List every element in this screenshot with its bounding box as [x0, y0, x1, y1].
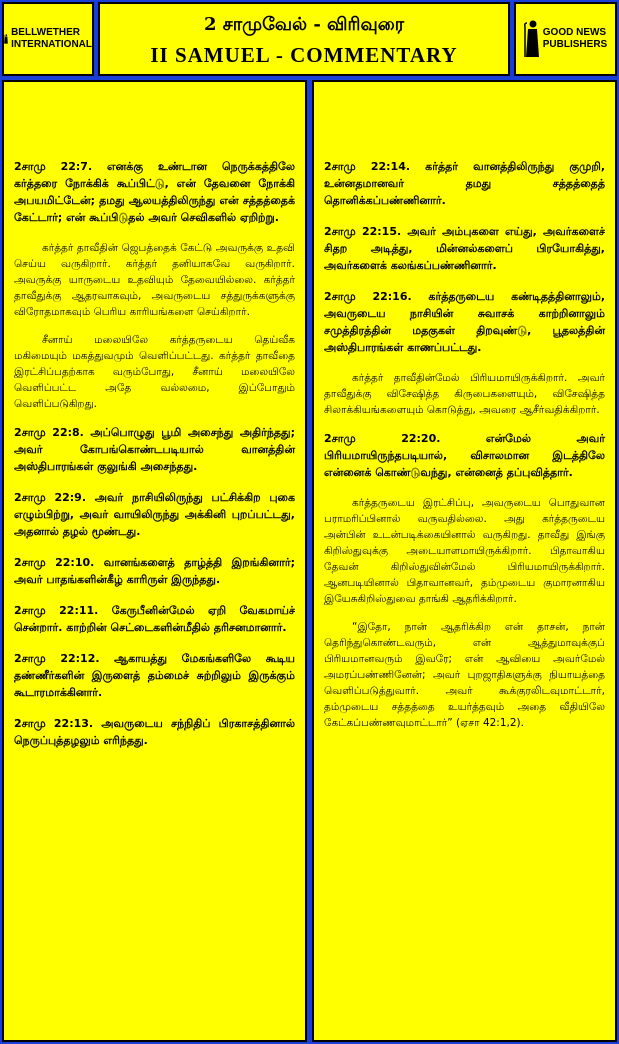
logo-left-line1: BELLWETHER: [11, 27, 80, 38]
shepherd-icon: [524, 19, 540, 59]
title-tamil: 2 சாமுவேல் - விரிவுரை: [203, 14, 405, 35]
commentary-paragraph: கர்த்தர் தாவீதின் ஜெபத்தைக் கேட்டு அவருக்கு உதவி செய்ய வருகிறார். கர்த்தர் தனியாகவே வருகிறார். அவருக்கு யாருடைய உதவியும் தேவையில்லை. கர்த்தர் தாவீதுக்கு ஆதரவாகவும், அவருடைய சத்துருக்களுக்கு விரோதமாகவும் பெரிய காரியங்களை செய்கிறார்.: [14, 242, 295, 318]
logo-left-line2: INTERNATIONAL: [11, 39, 92, 50]
logo-bellwether: [2, 2, 94, 76]
logo-good-news: [514, 2, 617, 76]
commentary-paragraph: கர்த்தர் தாவீதின்மேல் பிரியமாயிருக்கிறார். அவர் தாவீதுக்கு விசேஷித்த கிருபைகளையும், விசேஷித்த சிலாக்கியங்களையும் கொடுத்து, அவரை ஆசீர்வதிக்கிறார்.: [324, 372, 605, 416]
page-header: [98, 2, 510, 76]
verse-22-14: 2சாமு 22:14. கர்த்தர் வானத்திலிருந்து குமுறி, உன்னதமானவர் தமது சத்தத்தைத் தொனிக்கப்பண்ணினார்.: [324, 160, 605, 207]
verse-22-9: 2சாமு 22:9. அவர் நாசியிலிருந்து பட்சிக்கிற புகை எழும்பிற்று, அவர் வாயிலிருந்து அக்கினி புறப்பட்டது, அதனால் தழல் மூண்டது.: [14, 491, 295, 538]
verse-22-15: 2சாமு 22:15. அவர் அம்புகளை எய்து, அவர்களைச் சிதற அடித்து, மின்னல்களைப் பிரயோகித்து, அவர்களைக் கலங்கப்பண்ணினார்.: [324, 225, 605, 272]
shepherd-icon: [4, 19, 8, 59]
right-column: [312, 80, 617, 1042]
left-column: [2, 80, 307, 1042]
scripture-quote: “இதோ, நான் ஆதரிக்கிற என் தாசன், நான் தெரிந்துகொண்டவரும், என் ஆத்துமாவுக்குப் பிரியமானவரும் இவரே; என் ஆவியை அவர்மேல் அமரப்பண்ணினேன்; அவர் புறஜாதிகளுக்கு நியாயத்தை வெளிப்படுத்துவார். அவர் கூக்குரலிடவுமாட்டார், தம்முடைய சத்தத்தை உயர்த்தவும் அதை வீதியிலே கேட்கப்பண்ணவுமாட்டார்” (ஏசா 42:1,2).: [324, 621, 605, 729]
verse-22-13: 2சாமு 22:13. அவருடைய சந்நிதிப் பிரகாசத்தினால் நெருப்புத்தழலும் எரிந்தது.: [14, 717, 295, 747]
commentary-paragraph: கர்த்தருடைய இரட்சிப்பு, அவருடைய பொதுவான பராமரிப்பினால் வருவதில்லை. அது கர்த்தருடைய அன்பின் உடன்படிக்கையினால் வருகிறது. தாவீது இங்கு கிறிஸ்துவுக்கு அடையாளமாயிருக்கிறார். பிதாவாகிய தேவன் கிறிஸ்துவின்மேல் பிரியமாயிருக்கிறார். ஆனபடியினால் பிதாவானவர், தம்முடைய குமாரனாகிய இயேசுகிறிஸ்துவை தாங்கி ஆதரிக்கிறார்.: [324, 497, 605, 605]
verse-22-7: 2சாமு 22:7. எனக்கு உண்டான நெருக்கத்திலே கர்த்தரை நோக்கிக் கூப்பிட்டு, என் தேவனை நோக்கி அபயமிட்டேன்; தமது ஆலயத்திலிருந்து என் சத்தத்தைக் கேட்டார்; என் கூப்பிடுதல் அவர் செவிகளில் ஏறிற்று.: [14, 160, 295, 224]
verse-22-20: 2சாமு 22:20. என்மேல் அவர் பிரியமாயிருந்தபடியால், விசாலமான இடத்திலே என்னைக் கொண்டுவந்து, என்னைத் தப்புவித்தார்.: [324, 432, 605, 479]
logo-right-line1: GOOD NEWS: [542, 27, 607, 38]
title-english: II SAMUEL - COMMENTARY: [150, 43, 458, 67]
logo-right-line2: PUBLISHERS: [542, 39, 608, 50]
verse-22-10: 2சாமு 22:10. வானங்களைத் தாழ்த்தி இறங்கினார்; அவர் பாதங்களின்கீழ் காரிருள் இருந்தது.: [14, 556, 295, 586]
verse-22-16: 2சாமு 22:16. கர்த்தருடைய கண்டிதத்தினாலும், அவருடைய நாசியின் சுவாசக் காற்றினாலும் சமுத்திரத்தின் மதகுகள் திறவுண்டு, பூதலத்தின் அஸ்திபாரங்கள் காணப்பட்டது.: [324, 290, 605, 354]
verse-22-8: 2சாமு 22:8. அப்பொழுது பூமி அசைந்து அதிர்ந்தது; அவர் கோபங்கொண்டபடியால் வானத்தின் அஸ்திபாரங்கள் குலுங்கி அசைந்தது.: [14, 426, 295, 473]
verse-22-12: 2சாமு 22:12. ஆகாயத்து மேகங்களிலே கூடிய தண்ணீர்களின் இருளைத் தம்மைச் சுற்றிலும் இருக்கும் கூடாரமாக்கினார்.: [14, 652, 295, 699]
verse-22-11: 2சாமு 22:11. கேருபீனின்மேல் ஏறி வேகமாய்ச் சென்றார். காற்றின் செட்டைகளின்மீதில் தரிசனமானார்.: [14, 604, 295, 634]
commentary-paragraph: சீனாய் மலையிலே கர்த்தருடைய தெய்வீக மகிமையும் மகத்துவமும் வெளிப்பட்டது. கர்த்தர் தாவீதை இரட்சிப்பதற்காக வரும்போது, சீனாய் மலையிலே வெளிப்பட்ட அதே வல்லமை, இப்போதும் வெளிப்படுகிறது.: [14, 334, 295, 410]
